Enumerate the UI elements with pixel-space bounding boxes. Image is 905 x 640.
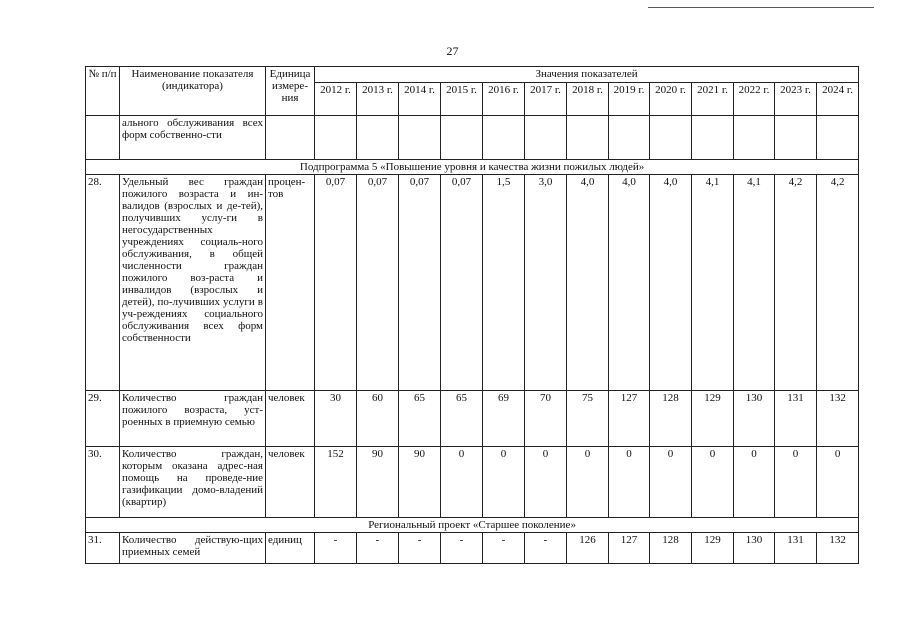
value-cell: 129 [692, 533, 734, 564]
header-year: 2012 г. [315, 83, 357, 116]
value-cell [483, 116, 525, 160]
header-year: 2018 г. [567, 83, 609, 116]
value-cell: 69 [483, 391, 525, 447]
section-title: Подпрограмма 5 «Повышение уровня и качества жизни пожилых людей» [86, 160, 859, 175]
header-year: 2016 г. [483, 83, 525, 116]
value-cell: 4,0 [650, 175, 692, 391]
value-cell: 1,5 [483, 175, 525, 391]
header-num: № п/п [86, 67, 120, 116]
value-cell: 65 [399, 391, 441, 447]
header-values: Значения показателей [315, 67, 859, 83]
value-cell: 0 [692, 447, 734, 518]
row-name: Количество граждан, которым оказана адрес-ная помощь на проведе-ние газификации домо-владений (квартир) [120, 447, 266, 518]
row-num: 29. [86, 391, 120, 447]
value-cell: 0 [650, 447, 692, 518]
indicators-table [85, 66, 859, 564]
value-cell [775, 116, 817, 160]
table-row [86, 533, 859, 564]
value-cell: 126 [567, 533, 609, 564]
value-cell: 132 [817, 533, 859, 564]
value-cell [315, 116, 357, 160]
row-num: 31. [86, 533, 120, 564]
value-cell: 75 [567, 391, 609, 447]
value-cell: 0 [775, 447, 817, 518]
row-num [86, 116, 120, 160]
value-cell: 4,0 [567, 175, 609, 391]
header-year: 2024 г. [817, 83, 859, 116]
value-cell: 4,1 [692, 175, 734, 391]
header-year: 2019 г. [609, 83, 650, 116]
value-cell: 132 [817, 391, 859, 447]
value-cell: 4,1 [734, 175, 775, 391]
value-cell [525, 116, 567, 160]
page-number: 27 [446, 44, 459, 58]
value-cell: 0 [483, 447, 525, 518]
header-year: 2014 г. [399, 83, 441, 116]
value-cell: 130 [734, 533, 775, 564]
value-cell: 0 [525, 447, 567, 518]
header-year: 2022 г. [734, 83, 775, 116]
value-cell: 130 [734, 391, 775, 447]
value-cell: 90 [357, 447, 399, 518]
value-cell [399, 116, 441, 160]
value-cell: 0,07 [315, 175, 357, 391]
row-num: 28. [86, 175, 120, 391]
value-cell: 0 [817, 447, 859, 518]
table-row-continuation [86, 116, 859, 160]
row-num: 30. [86, 447, 120, 518]
value-cell: 131 [775, 533, 817, 564]
value-cell: 152 [315, 447, 357, 518]
row-name: ального обслуживания всех форм собственно-сти [120, 116, 266, 160]
value-cell [650, 116, 692, 160]
value-cell: 129 [692, 391, 734, 447]
value-cell: 0,07 [441, 175, 483, 391]
value-cell: 65 [441, 391, 483, 447]
header-year: 2023 г. [775, 83, 817, 116]
value-cell: 0 [609, 447, 650, 518]
header-year: 2017 г. [525, 83, 567, 116]
section-title: Региональный проект «Старшее поколение» [86, 518, 859, 533]
value-cell: 60 [357, 391, 399, 447]
value-cell: 128 [650, 533, 692, 564]
value-cell: 0 [441, 447, 483, 518]
header-name: Наименование показателя (индикатора) [120, 67, 266, 116]
row-name: Количество действую-щих приемных семей [120, 533, 266, 564]
value-cell: - [525, 533, 567, 564]
header-year: 2013 г. [357, 83, 399, 116]
value-cell: 30 [315, 391, 357, 447]
header-unit: Единица измере-ния [266, 67, 315, 116]
top-rule [648, 7, 874, 8]
row-unit: человек [266, 447, 315, 518]
value-cell: 0 [734, 447, 775, 518]
value-cell: 0,07 [357, 175, 399, 391]
header-year: 2021 г. [692, 83, 734, 116]
value-cell: 90 [399, 447, 441, 518]
value-cell [609, 116, 650, 160]
section-row [86, 160, 859, 175]
row-name: Количество граждан пожилого возраста, уст-роенных в приемную семью [120, 391, 266, 447]
value-cell [734, 116, 775, 160]
value-cell [692, 116, 734, 160]
value-cell: 127 [609, 533, 650, 564]
header-year: 2020 г. [650, 83, 692, 116]
table-row [86, 391, 859, 447]
value-cell: 131 [775, 391, 817, 447]
row-unit: единиц [266, 533, 315, 564]
section-row [86, 518, 859, 533]
table-row [86, 447, 859, 518]
value-cell: - [357, 533, 399, 564]
table-row [86, 175, 859, 391]
header-year: 2015 г. [441, 83, 483, 116]
value-cell: - [399, 533, 441, 564]
value-cell: 4,2 [817, 175, 859, 391]
value-cell: 0 [567, 447, 609, 518]
row-unit: процен-тов [266, 175, 315, 391]
value-cell [357, 116, 399, 160]
value-cell: 70 [525, 391, 567, 447]
value-cell: 0,07 [399, 175, 441, 391]
value-cell: - [483, 533, 525, 564]
row-name: Удельный вес граждан пожилого возраста и ин-валидов (взрослых и де-тей), получивших услу-ги в негосударственных учреждениях социаль-ного обслуживания, в общей численности граждан пожилого воз-раста и инвалидов (взрослых и детей), по-лучивших услуги в уч-реждениях социального обслуживания всех форм собственности [120, 175, 266, 391]
value-cell: 127 [609, 391, 650, 447]
value-cell: - [315, 533, 357, 564]
value-cell: 128 [650, 391, 692, 447]
value-cell [817, 116, 859, 160]
value-cell [441, 116, 483, 160]
value-cell: 3,0 [525, 175, 567, 391]
row-unit: человек [266, 391, 315, 447]
value-cell [567, 116, 609, 160]
row-unit [266, 116, 315, 160]
value-cell: 4,2 [775, 175, 817, 391]
value-cell: 4,0 [609, 175, 650, 391]
value-cell: - [441, 533, 483, 564]
